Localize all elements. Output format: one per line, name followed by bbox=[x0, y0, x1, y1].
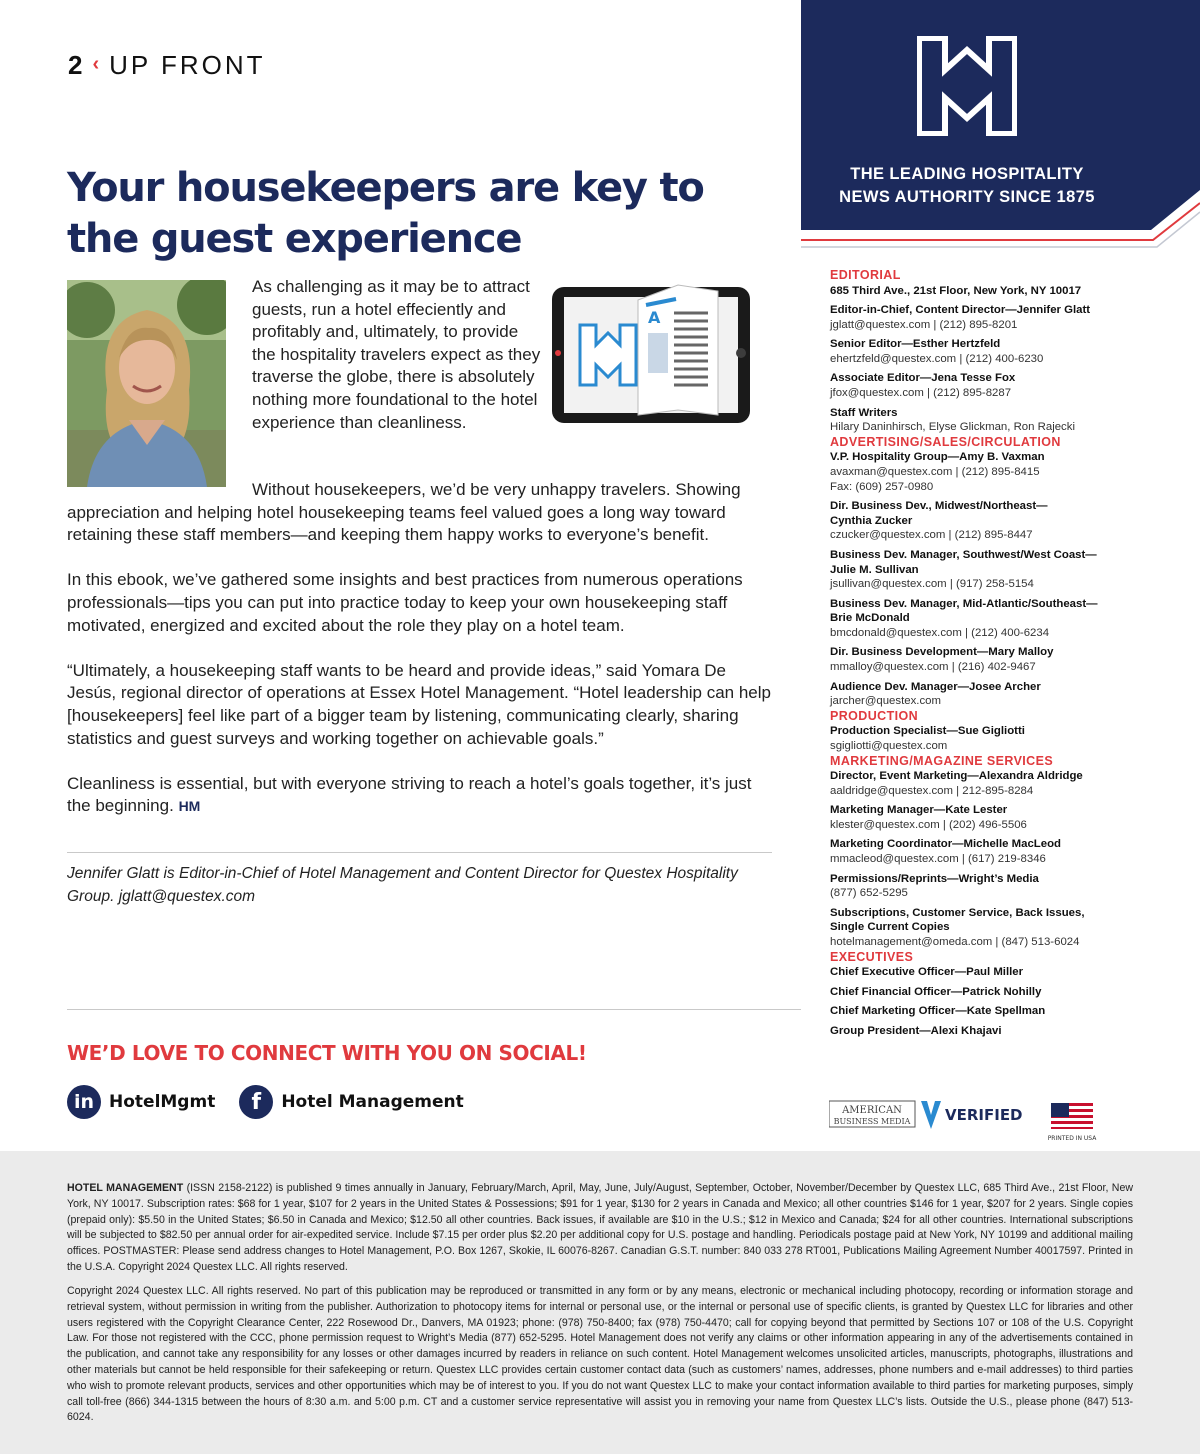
staff-section-heading: ADVERTISING/SALES/CIRCULATION bbox=[830, 434, 1061, 449]
page-number: 2 bbox=[68, 50, 83, 80]
staff-role: Julie M. Sullivan bbox=[830, 563, 919, 576]
abm-badge bbox=[829, 1101, 915, 1127]
staff-entry bbox=[830, 837, 1130, 866]
hm-signoff: HM bbox=[178, 798, 201, 815]
staff-contact: jfox@questex.com | (212) 895-8287 bbox=[830, 387, 1012, 400]
staff-role: Editor-in-Chief, Content Director—Jennifer Glatt bbox=[830, 304, 1091, 317]
facebook-name: Hotel Management bbox=[281, 1092, 464, 1112]
staff-entry bbox=[830, 803, 1130, 832]
editorial-address: 685 Third Ave., 21st Floor, New York, NY 10017 bbox=[830, 284, 1082, 297]
article-intro: As challenging as it may be to attract guests, run a hotel effeciently and profitably and, ultimately, to provide the hospitality travelers expect as they traverse the globe, there is absolutely nothing more foundational to the hotel experience than cleanliness. bbox=[252, 277, 541, 432]
staff-section-heading: EDITORIAL bbox=[830, 268, 901, 282]
staff-contact: jglatt@questex.com | (212) 895-8201 bbox=[830, 318, 1018, 331]
staff-role: Chief Marketing Officer—Kate Spellman bbox=[830, 1005, 1046, 1018]
staff-role: Group President—Alexi Khajavi bbox=[830, 1024, 1002, 1037]
staff-entry bbox=[830, 680, 1130, 709]
publication-name: HOTEL MANAGEMENT bbox=[67, 1182, 184, 1194]
staff-contact: mmalloy@questex.com | (216) 402-9467 bbox=[830, 661, 1036, 674]
staff-role: Cynthia Zucker bbox=[830, 514, 913, 527]
article-paragraph: “Ultimately, a housekeeping staff wants to be heard and provide ideas,” said Yomara De Jesús, regional director of operations at Essex Hotel Management. “Hotel leadership can help [housekeepers] feel like part of a bigger team by listening, communicating clearly, sharing statistics and guest surveys and working together on achievable goals.” bbox=[67, 660, 771, 748]
staff-contact: bmcdonald@questex.com | (212) 400-6234 bbox=[830, 626, 1050, 639]
article-headline: Your housekeepers are key to the guest experience bbox=[67, 165, 704, 262]
staff-section-heading: MARKETING/MAGAZINE SERVICES bbox=[830, 753, 1054, 768]
staff-contact: klester@questex.com | (202) 496-5506 bbox=[830, 818, 1027, 831]
staff-role: Staff Writers bbox=[830, 406, 898, 419]
staff-role: Audience Dev. Manager—Josee Archer bbox=[830, 680, 1041, 693]
staff-entry bbox=[830, 406, 1130, 435]
staff-role: Dir. Business Dev., Midwest/Northeast— bbox=[830, 500, 1048, 513]
staff-role: Chief Executive Officer—Paul Miller bbox=[830, 966, 1024, 979]
abm-line1: AMERICAN bbox=[842, 1105, 902, 1116]
staff-role: Permissions/Reprints—Wright’s Media bbox=[830, 872, 1039, 885]
staff-contact: ehertzfeld@questex.com | (212) 400-6230 bbox=[830, 352, 1044, 365]
staff-role: Marketing Coordinator—Michelle MacLeod bbox=[830, 838, 1062, 851]
divider bbox=[67, 1009, 801, 1010]
staff-contact: jsullivan@questex.com | (917) 258-5154 bbox=[830, 578, 1034, 591]
staff-contact: Fax: (609) 257-0980 bbox=[830, 480, 934, 493]
publication-details: (ISSN 2158-2122) is published 9 times annually in January, February/March, April, May, June, July/August, September, October, November/December by Questex LLC, 685 Third Ave., 21st Floor, New York, NY 10017. Subscription rates: $68 for 1 year, $107 for 2 years in the United States & Possessions; $91 for 1 year, $130 for 2 years in Canada and Mexico; all other countries $146 for 1 year, $207 for 2 years. Single copies (prepaid only): $5.50 in the United States; $6.50 in Canada and Mexico; $12.50 all other countries. Back issues, if available are $10 in the U.S.; $12 in Mexico and Canada; $24 for all other countries. International subscriptions will be subjected to $82.50 per annual order for air-expedited service. Include $7.15 per order plus $2.20 per additional copy for U.S. postage and handling. Periodicals postage paid at New York, NY 10199 and additional mailing offices. POSTMASTER: Please send address changes to Hotel Management, P.O. Box 1267, Skokie, IL 60076-8267. Canadian G.S.T. number: 840 033 278 RT001, Publications Mailing Agreement Number 40017597. Printed in the U.S.A. Copyright 2024 Questex LLC. All rights reserved. bbox=[67, 1182, 1133, 1273]
article-body bbox=[67, 479, 779, 841]
certification-badges bbox=[829, 1099, 1099, 1145]
publication-info bbox=[67, 1181, 1133, 1276]
staff-role: Production Specialist—Sue Gigliotti bbox=[830, 725, 1025, 738]
masthead-notch bbox=[801, 0, 1200, 282]
staff-contact: sgigliotti@questex.com bbox=[830, 739, 948, 752]
article-paragraph-last bbox=[67, 773, 779, 818]
staff-role: Director, Event Marketing—Alexandra Aldridge bbox=[830, 770, 1083, 783]
staff-contact: aaldridge@questex.com | 212-895-8284 bbox=[830, 784, 1034, 797]
tagline-line: NEWS AUTHORITY SINCE 1875 bbox=[839, 188, 1095, 206]
staff-contact: (877) 652-5295 bbox=[830, 887, 908, 900]
linkedin-icon: in bbox=[67, 1085, 101, 1119]
linkedin-name: HotelMgmt bbox=[109, 1092, 216, 1112]
article-paragraph: Without housekeepers, we’d be very unhappy travelers. Showing appreciation and helping hotel housekeeping teams feel valued goes a long way toward retaining these staff members—and keeping them happy works to everyone’s benefit. bbox=[67, 480, 741, 545]
staff-contact: hotelmanagement@omeda.com | (847) 513-6024 bbox=[830, 935, 1080, 948]
staff-role: Business Dev. Manager, Southwest/West Coast— bbox=[830, 548, 1097, 561]
us-flag-icon bbox=[1051, 1103, 1093, 1129]
article-paragraph: In this ebook, we’ve gathered some insights and best practices from numerous operations professionals—tips you can put into practice today to keep your own housekeeping staff motivated, energized and excited about the role they play on a hotel team. bbox=[67, 570, 743, 635]
social-links bbox=[67, 1085, 488, 1119]
staff-contact: jarcher@questex.com bbox=[830, 695, 941, 708]
facebook-icon: f bbox=[239, 1085, 273, 1119]
staff-role: Business Dev. Manager, Mid-Atlantic/Southeast— bbox=[830, 597, 1098, 610]
staff-role: Dir. Business Development—Mary Malloy bbox=[830, 646, 1054, 659]
staff-role: Associate Editor—Jena Tesse Fox bbox=[830, 372, 1016, 385]
copyright-notice: Copyright 2024 Questex LLC. All rights reserved. No part of this publication may be reproduced or transmitted in any form or by any means, electronic or mechanical including photocopy, recording or information storage and retrieval system, without permission in writing from the publisher. Authorization to photocopy items for internal or personal use, or the internal or personal use of specific clients, is granted by Questex LLC for libraries and other users registered with the Copyright Clearance Center, 222 Rosewood Dr., Danvers, MA 01923; phone: (978) 750-8400; fax (978) 750-4470; call for copying beyond that permitted by Sections 107 or 108 of the U.S. Copyright Law. For those not registered with the CCC, phone permission request to Wright’s Media (877) 652-5295. Hotel Management does not verify any claims or other information appearing in any of the advertisements contained in the publication, and cannot take any responsibility for any losses or other damages incurred by readers in reliance on such content. Hotel Management welcomes unsolicited articles, manuscripts, photographs, illustrations and other materials but cannot be held responsible for their safekeeping or return. Questex LLC provides certain customer contact data (such as customers’ names, addresses, phone numbers and e-mail addresses) to third parties who wish to promote relevant products, services and other opportunities which may be of interest to you. If you do not want Questex LLC to make your contact information available to third parties for marketing purposes, simply call toll-free (866) 344-1315 between the hours of 8:30 a.m. and 5:00 p.m. CT and a customer service representative will assist you in removing your name from Questex LLC’s lists. Outside the U.S., please phone (847) 513-6024. bbox=[67, 1285, 1133, 1424]
staff-entry bbox=[830, 724, 1130, 753]
staff-contact: czucker@questex.com | (212) 895-8447 bbox=[830, 529, 1033, 542]
staff-entry bbox=[830, 769, 1130, 798]
chevron-left-icon: ‹ bbox=[92, 53, 100, 75]
printed-in-usa: PRINTED IN USA bbox=[1047, 1135, 1097, 1142]
staff-contact: mmacleod@questex.com | (617) 219-8346 bbox=[830, 853, 1046, 865]
staff-contact: Hilary Daninhirsch, Elyse Glickman, Ron Rajecki bbox=[830, 421, 1075, 434]
linkedin-link[interactable] bbox=[67, 1085, 215, 1119]
staff-contact: avaxman@questex.com | (212) 895-8415 bbox=[830, 465, 1040, 478]
staff-entry bbox=[830, 337, 1130, 366]
tablet-illustration bbox=[548, 265, 754, 427]
abm-line2: BUSINESS MEDIA bbox=[833, 1117, 911, 1126]
staff-entry bbox=[830, 872, 1130, 901]
staff-role: Single Current Copies bbox=[830, 921, 950, 934]
publication-footer bbox=[0, 1151, 1200, 1454]
svg-text:A: A bbox=[648, 308, 661, 327]
staff-entry bbox=[830, 645, 1130, 674]
staff-section-heading: PRODUCTION bbox=[830, 708, 919, 723]
staff-entry bbox=[830, 548, 1130, 592]
staff-role: Chief Financial Officer—Patrick Nohilly bbox=[830, 985, 1042, 998]
staff-role: Senior Editor—Esther Hertzfeld bbox=[830, 338, 1001, 351]
divider bbox=[67, 852, 772, 853]
masthead bbox=[801, 0, 1200, 282]
staff-directory bbox=[830, 268, 1130, 1038]
staff-entry bbox=[830, 303, 1130, 332]
section-header bbox=[68, 50, 266, 81]
social-heading: WE’D LOVE TO CONNECT WITH YOU ON SOCIAL! bbox=[67, 1041, 587, 1065]
staff-role: Subscriptions, Customer Service, Back Issues, bbox=[830, 906, 1085, 919]
staff-entry bbox=[830, 906, 1130, 950]
staff-entry bbox=[830, 450, 1130, 494]
verified-badge bbox=[921, 1101, 1023, 1129]
staff-section-heading: EXECUTIVES bbox=[830, 949, 914, 964]
author-bio: Jennifer Glatt is Editor-in-Chief of Hotel Management and Content Director for Questex Hospitality Group. jglatt@questex.com bbox=[67, 865, 738, 905]
tagline-line: THE LEADING HOSPITALITY bbox=[850, 165, 1084, 183]
staff-role: Marketing Manager—Kate Lester bbox=[830, 804, 1008, 817]
author-photo bbox=[67, 280, 226, 487]
staff-entry bbox=[830, 371, 1130, 400]
article-paragraph-text: Cleanliness is essential, but with everyone striving to reach a hotel’s goals together, it’s just the beginning. bbox=[67, 773, 752, 816]
verified-label: VERIFIED bbox=[945, 1106, 1023, 1124]
staff-entry bbox=[830, 597, 1130, 641]
staff-entry bbox=[830, 499, 1130, 543]
facebook-link[interactable] bbox=[239, 1085, 463, 1119]
section-label: UP FRONT bbox=[109, 50, 266, 80]
staff-role: Brie McDonald bbox=[830, 612, 910, 625]
staff-role: V.P. Hospitality Group—Amy B. Vaxman bbox=[830, 451, 1045, 464]
